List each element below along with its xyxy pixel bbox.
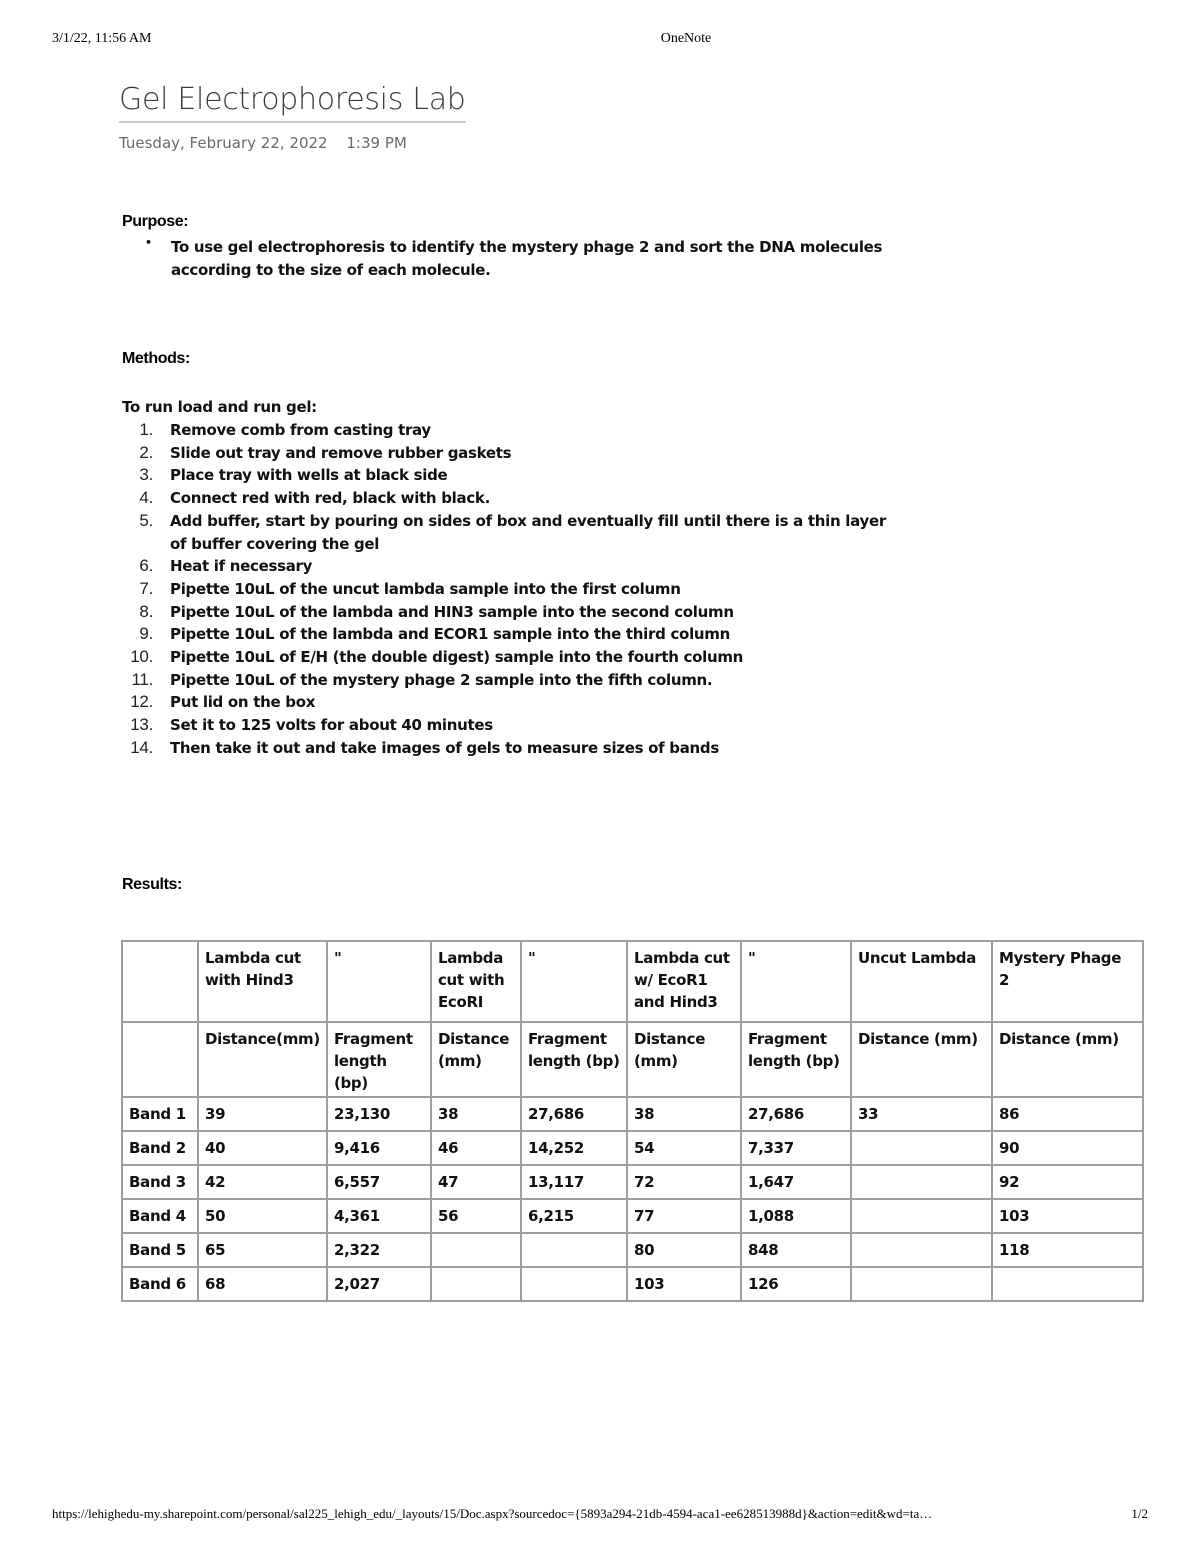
table-cell [992,1267,1143,1301]
table-cell [851,1131,992,1165]
table-cell: 2,027 [327,1267,431,1301]
methods-intro: To run load and run gel: [122,398,317,416]
document-url: https://lehighedu-my.sharepoint.com/personal/sal225_lehigh_edu/_layouts/15/Doc.aspx?sourcedoc={5893a294-21db-4594-aca1-ee628513988d}&action=edit&wd=ta… [52,1506,933,1521]
table-cell: 2,322 [327,1233,431,1267]
table-cell: 90 [992,1131,1143,1165]
table-cell: 118 [992,1233,1143,1267]
method-step [120,669,900,692]
table-row [122,1199,1143,1233]
table-cell: 40 [198,1131,327,1165]
table-cell [122,1022,198,1097]
table-cell [431,1267,521,1301]
table-cell: Fragment length (bp) [521,1022,627,1097]
method-step-text: Place tray with wells at black side [170,466,448,485]
table-cell: 33 [851,1097,992,1131]
method-step-number: 4. [139,488,153,508]
table-cell: 50 [198,1199,327,1233]
table-cell: Mystery Phage 2 [992,941,1143,1022]
table-cell: Fragment length (bp) [741,1022,851,1097]
table-cell: 1,088 [741,1199,851,1233]
table-header-row [122,1022,1143,1097]
method-step-number: 10. [130,647,153,667]
table-cell: Distance(mm) [198,1022,327,1097]
table-cell: Lambda cut with EcoRI [431,941,521,1022]
table-cell [851,1199,992,1233]
method-step-number: 11. [131,669,153,689]
table-cell: " [327,941,431,1022]
method-step-text: Add buffer, start by pouring on sides of box and eventually fill until there is a thin layer of buffer covering the gel [170,511,886,553]
table-cell: 46 [431,1131,521,1165]
table-cell [851,1233,992,1267]
method-step-text: Pipette 10uL of the mystery phage 2 sample into the fifth column. [170,670,713,689]
table-cell: 38 [627,1097,741,1131]
table-cell: 39 [198,1097,327,1131]
page-time: 1:39 PM [346,134,407,152]
method-step-number: 12. [130,692,153,712]
method-step-number: 8. [139,601,153,621]
table-cell [431,1233,521,1267]
methods-heading: Methods: [122,350,190,367]
table-cell: Fragment length (bp) [327,1022,431,1097]
table-cell: 92 [992,1165,1143,1199]
method-step [120,510,900,555]
table-cell: Band 3 [122,1165,198,1199]
print-app-name: OneNote [660,31,712,46]
table-cell: 6,557 [327,1165,431,1199]
method-step-number: 1. [139,420,153,439]
table-cell: 14,252 [521,1131,627,1165]
method-step-number: 14. [130,737,153,757]
method-step [120,578,900,601]
table-cell [851,1267,992,1301]
page-title: Gel Electrophoresis Lab [119,82,466,123]
table-cell: " [741,941,851,1022]
table-cell [521,1233,627,1267]
table-row [122,1267,1143,1301]
method-step-text: Pipette 10uL of the lambda and HIN3 sample into the second column [170,602,734,621]
method-step-text: Then take it out and take images of gels to measure sizes of bands [170,738,719,757]
table-cell: 86 [992,1097,1143,1131]
table-cell: Lambda cut w/ EcoR1 and Hind3 [627,941,741,1022]
method-step-number: 6. [139,556,153,576]
method-step [120,714,900,737]
page-indicator: 1/2 [1131,1506,1148,1521]
table-cell: 9,416 [327,1131,431,1165]
table-cell: Band 1 [122,1097,198,1131]
method-step [120,555,900,578]
table-cell: 27,686 [521,1097,627,1131]
method-step-number: 13. [130,715,153,735]
table-cell: Uncut Lambda [851,941,992,1022]
table-row [122,1097,1143,1131]
table-cell: 38 [431,1097,521,1131]
table-cell: 77 [627,1199,741,1233]
table-cell: Distance (mm) [851,1022,992,1097]
method-step-text: Connect red with red, black with black. [170,489,490,508]
method-step [120,442,900,465]
method-step [120,601,900,624]
method-step [120,487,900,510]
table-cell: 65 [198,1233,327,1267]
table-cell: 848 [741,1233,851,1267]
table-cell: 7,337 [741,1131,851,1165]
method-step [120,646,900,669]
method-step-number: 3. [139,465,153,485]
method-step-text: Pipette 10uL of the lambda and ECOR1 sample into the third column [170,625,730,644]
table-cell: Band 6 [122,1267,198,1301]
table-cell: Band 4 [122,1199,198,1233]
method-step-number: 9. [139,624,153,644]
table-cell: 47 [431,1165,521,1199]
print-header [0,31,1200,51]
table-cell: 13,117 [521,1165,627,1199]
table-cell [521,1267,627,1301]
method-step [120,419,900,442]
table-cell: 72 [627,1165,741,1199]
table-cell: 23,130 [327,1097,431,1131]
table-cell [122,941,198,1022]
table-cell: 80 [627,1233,741,1267]
table-cell: 27,686 [741,1097,851,1131]
table-cell: 56 [431,1199,521,1233]
method-step-text: Remove comb from casting tray [170,421,431,439]
page-date: Tuesday, February 22, 2022 [119,134,328,152]
method-step-number: 2. [139,442,153,462]
method-step-text: Heat if necessary [170,557,313,576]
method-step [120,464,900,487]
table-cell: 6,215 [521,1199,627,1233]
table-cell: 42 [198,1165,327,1199]
page-timestamp [119,134,407,152]
table-cell [851,1165,992,1199]
method-step-number: 7. [139,578,153,598]
table-cell: 1,647 [741,1165,851,1199]
table-cell: 103 [992,1199,1143,1233]
table-cell: 54 [627,1131,741,1165]
print-datetime: 3/1/22, 11:56 AM [52,31,152,46]
table-cell: 68 [198,1267,327,1301]
method-step-text: Slide out tray and remove rubber gaskets [170,443,512,462]
table-cell: Band 5 [122,1233,198,1267]
table-cell: 103 [627,1267,741,1301]
results-table [121,940,1144,1302]
table-cell: Lambda cut with Hind3 [198,941,327,1022]
table-header-row [122,941,1143,1022]
table-cell: 4,361 [327,1199,431,1233]
table-cell: " [521,941,627,1022]
purpose-item: To use gel electrophoresis to identify the mystery phage 2 and sort the DNA molecules according to the size of each molecule. [171,238,883,279]
table-cell: Distance (mm) [431,1022,521,1097]
method-step-text: Pipette 10uL of E/H (the double digest) sample into the fourth column [170,648,744,667]
method-step-text: Put lid on the box [170,693,316,712]
method-step-number: 5. [139,510,153,530]
table-cell: Distance (mm) [627,1022,741,1097]
method-step [120,737,900,760]
table-cell: Distance (mm) [992,1022,1143,1097]
methods-steps-list [120,419,900,760]
table-cell: 126 [741,1267,851,1301]
method-step-text: Set it to 125 volts for about 40 minutes [170,716,493,735]
table-row [122,1233,1143,1267]
results-heading: Results: [122,876,182,893]
table-cell: Band 2 [122,1131,198,1165]
table-row [122,1165,1143,1199]
purpose-heading: Purpose: [122,213,189,230]
method-step [120,691,900,714]
bullet-icon: • [145,236,152,249]
table-row [122,1131,1143,1165]
method-step-text: Pipette 10uL of the uncut lambda sample into the first column [170,579,681,598]
purpose-list [145,236,885,282]
method-step [120,623,900,646]
print-footer [0,1506,1200,1526]
